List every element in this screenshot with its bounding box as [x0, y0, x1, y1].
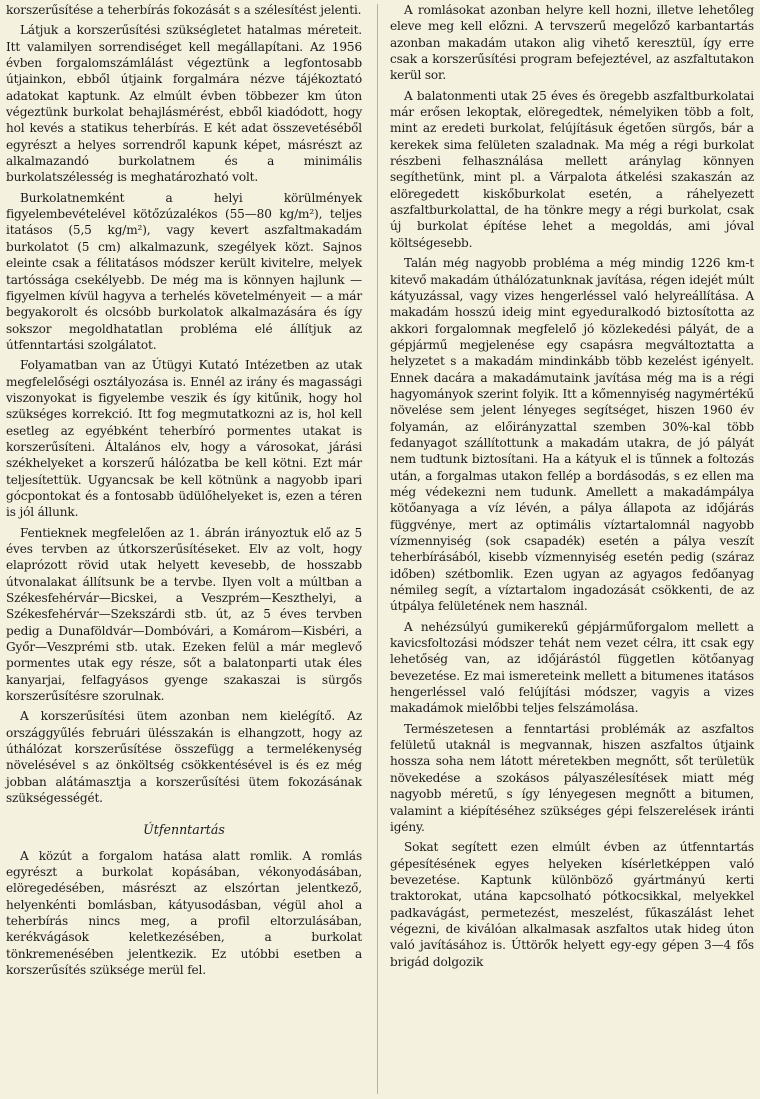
paragraph: A balatonmenti utak 25 éves és öregebb aszfaltburkolatai már erősen lekoptak, elöregedtek, némelyiken több a folt, mint az eredeti burkolat, felújításuk égetően sürgős, bár a kerekek sima felületen szaladnak. Ma még a régi burkolat részbeni felhasználása mellett aránylag könnyen segíthetünk, mint pl. a Várpalota átkelési szakaszán az elöregedett kiskőburkolat esetén, a ráhelyezett aszfaltburkolattal, de ha tönkre megy a régi burkolat, csak új burkolat építése lehet a megoldás, ami jóval költségesebb.	[390, 88, 754, 250]
paragraph: Burkolatnemként a helyi körülmények figyelembevételével kötőzúzalékos (55—80 kg/m²), teljes itatásos (5,5 kg/m²), vagy kevert aszfaltmakadám burkolatot (5 cm) alkalmazunk, szegélyek közt. Sajnos eleinte csak a félitatásos módszer került kivitelre, melyek tartóssága csekélyebb. De még ma is könnyen hajlunk — figyelmen kívül hagyva a terhelés követelményeit — a már begyakorolt és olcsóbb burkolatok alkalmazására és így sokszor megoldhatatlan probléma elé állítjuk az útfenntartási szolgálatot.	[6, 190, 362, 352]
paragraph: Fentieknek megfelelően az 1. ábrán irányoztuk elő az 5 éves tervben az útkorszerűsítéseket. Elv az volt, hogy elaprózott rövid utak helyett kevesebb, de hosszabb útvonalakat állítsunk be a tervbe. Ilyen volt a múltban a Székesfehérvár—Bicskei, a Veszprém—Keszthelyi, a Székesfehérvár—Szekszárdi stb. út, az 5 éves tervben pedig a Dunaföldvár—Dombóvári, a Komárom—Kisbéri, a Győr—Veszprémi stb. utak. Ezeken felül a már meglevő pormentes utak egy része, sőt a balatonparti utak éles kanyarjai, felfagyásos gyenge szakaszai is sürgős korszerűsítésre szorulnak.	[6, 525, 362, 704]
column-divider	[377, 4, 378, 1094]
paragraph: Folyamatban van az Útügyi Kutató Intézetben az utak megfelelőségi osztályozása is. Ennél az irány és magassági viszonyokat is figyelembe veszik és így kitűnik, hogy hol szükséges korrekció. Itt fog megmutatkozni az is, hol kell esetleg az egyébként teherbíró pormentes utakat is korszerűsíteni. Általános elv, hogy a városokat, járási székhelyeket a korszerű hálózatba be kell kötni. Ezt már teljesítettük. Ugyancsak be kell kötnünk a nagyobb ipari gócpontokat és a fontosabb üdülőhelyeket is, ezen a téren is jól állunk.	[6, 358, 362, 520]
right-column	[390, 2, 754, 974]
paragraph: Látjuk a korszerűsítési szükségletet hatalmas méreteit. Itt valamilyen sorrendiséget kell megállapítani. Az 1956 évben forgalomszámlálást végeztünk a legfontosabb útjainkon, ebből útjaink forgalmára nézve tájékoztató adatokat kaptunk. Az elmúlt évben többezer km úton végeztünk burkolat behajlásmérést, ebből kiadódott, hogy hol kevés a statikus teherbírás. E két adat összevetéséből egyrészt a helyes sorrendről kapunk képet, másrészt az alkalmazandó burkolatnem és a minimális burkolatszélesség is meghatározható volt.	[6, 23, 362, 185]
left-column	[6, 2, 362, 982]
section-heading: Útfenntartás	[143, 821, 225, 837]
paragraph: Sokat segített ezen elmúlt évben az útfenntartás gépesítésének egyes helyeken kísérletképpen való bevezetése. Kaptunk különböző gyártmányú kerti traktorokat, utána kapcsolható pótkocsikkal, melyekkel padkavágást, permetezést, meszelést, fűkaszálást lehet végezni, de kiválóan alkalmasak aszfaltos utak hideg úton való javításához is. Úttörők helyett egy-egy gépen 3—4 fős brigád dolgozik	[390, 840, 754, 969]
paragraph: A korszerűsítési ütem azonban nem kielégítő. Az országgyűlés februári ülésszakán is elhangzott, hogy az úthálózat korszerűsítése összefügg a termelékenység növelésével s az önköltség csökkentésével is és ez még jobban alátámasztja a korszerűsítési ütem fokozásának szükségességét.	[6, 709, 362, 806]
paragraph: Talán még nagyobb probléma a még mindig 1226 km-t kitevő makadám úthálózatunknak javítása, régen idejét múlt kátyuzással, vagy vizes hengerléssel való helyreállítása. A makadám hosszú ideig mint egyeduralkodó biztosította az akkori forgalomnak megfelelő jó közlekedési pályát, de a gépjármű megjelenése egy csapásra megváltoztatta a helyzetet s a makadám mindinkább több kezelést igényelt. Ennek dacára a makadámutaink javítása még ma is a régi hagyományok szerint folyik. Itt a kőmennyiség nagymértékű növelése sem jelent lényeges segítséget, hiszen 1960 év folyamán, az előirányzattal szemben 30%-kal több fedanyagot szállítottunk a makadám utakra, de jó pályát nem tudtunk biztosítani. Ha a kátyuk el is tűnnek a foltozás után, a forgalmas utakon fellép a bordásodás, s ez ellen ma még védekezni nem tudunk. Amellett a makadámpálya kötőanyaga a víz lévén, a pálya állapota az időjárás függvénye, mert az optimális víztartalomnál nagyobb vízmennyiség (sok csapadék) esetén a pálya veszít teherbírásából, kisebb vízmennyiség esetén pedig (száraz időben) szétbomlik. Ezen ugyan az agyagos fedőanyag némileg segít, a víztartalom ingadozását csökkenti, de az útpálya felületének nem használ.	[390, 256, 754, 614]
paragraph: A közút a forgalom hatása alatt romlik. A romlás egyrészt a burkolat kopásában, vékonyodásában, elöregedésében, másrészt az elszórtan jelentkező, helyenkénti bomlásban, kátyusodásban, végül ahol a teherbírás nincs meg, a profil eltorzulásában, kerékvágások keletkezésében, a burkolat tönkremenésében jelentkezik. Ez utóbbi esetben a korszerűsítés szüksége merül fel.	[6, 848, 362, 977]
paragraph: Természetesen a fenntartási problémák az aszfaltos felületű utaknál is megvannak, hiszen aszfaltos útjaink hossza soha nem látott méretekben megnőtt, sőt területük növekedése a szokásos pályaszélesítések miatt még nagyobb méretű, s így lényegesen megnőtt a bitumen, valamint a kiépítéséhez szükséges gépi felszerelések iránti igény.	[390, 721, 754, 834]
paragraph: A nehézsúlyú gumikerekű gépjárműforgalom mellett a kavicsfoltozási módszer tehát nem vezet célra, itt csak egy lehetőség van, az időjárástól független kötőanyag bevezetése. Ez mai ismereteink mellett a bitumenes itatásos hengerléssel való felújítási módszer, vagyis a vizes makadámok mielőbbi teljes felszámolása.	[390, 619, 754, 716]
paragraph: A romlásokat azonban helyre kell hozni, illetve lehetőleg eleve meg kell előzni. A tervszerű megelőző karbantartás azonban makadám utakon alig vihető keresztül, így erre csak a korszerűsítési program befejeztével, az aszfaltutakon kerül sor.	[390, 3, 754, 83]
paragraph: korszerűsítése a teherbírás fokozását s a szélesítést jelenti.	[6, 3, 362, 17]
